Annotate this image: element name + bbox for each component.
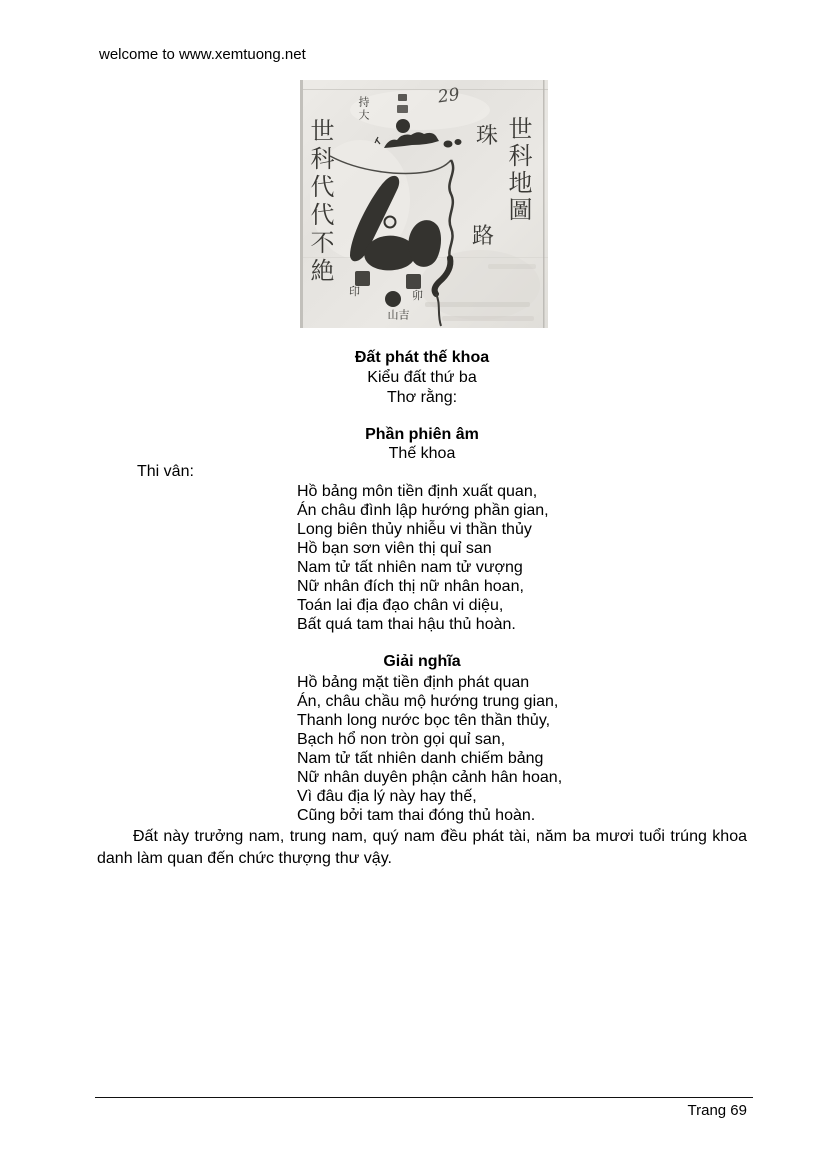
map-handwritten-number: 29 — [436, 84, 461, 108]
scan-right-edge — [543, 80, 545, 328]
map-seal-right-character: 卯 — [412, 289, 423, 302]
poem-line: Hồ bảng mặt tiền định phát quan — [297, 674, 530, 691]
geomancy-map-figure — [300, 80, 548, 328]
poem-line: Hồ bảng môn tiền định xuất quan, — [297, 483, 538, 500]
thi-van-label: Thi vân: — [137, 463, 194, 480]
giai-nghia-poem — [297, 673, 562, 825]
phien-am-title: Phần phiên âm — [365, 426, 479, 443]
poem-line: Nam tử tất nhiên danh chiếm bảng — [297, 750, 544, 767]
subtitle: Kiểu đất thứ ba — [367, 369, 477, 386]
grave-point-circle — [385, 217, 396, 228]
map-seal-left-character: 印 — [349, 285, 360, 298]
phien-am-heading-block — [97, 425, 747, 463]
poem-line: Thanh long nước bọc tên thần thủy, — [297, 712, 551, 729]
page-number: Trang 69 — [687, 1102, 747, 1119]
poem-line: Cũng bởi tam thai đóng thủ hoàn. — [297, 807, 536, 824]
poem-line: Nam tử tất nhiên nam tử vượng — [297, 559, 523, 576]
poem-line: Vì đâu địa lý này hay thế, — [297, 788, 477, 805]
poem-intro: Thơ rằng: — [386, 389, 458, 406]
map-top-left-label: 持大 — [357, 96, 370, 122]
site-welcome-text: welcome to www.xemtuong.net — [99, 46, 306, 63]
map-road-character: 路 — [472, 224, 495, 249]
phien-am-poem — [297, 482, 549, 634]
main-title: Đất phát thế khoa — [354, 349, 490, 366]
poem-line: Hồ bạn sơn viên thị quỉ san — [297, 540, 492, 557]
closing-paragraph: Đất này trưởng nam, trung nam, quý nam đều phát tài, năm ba mươi tuổi trúng khoa danh làm quan đến chức thượng thư vậy. — [97, 828, 747, 867]
map-pearl-character: 珠 — [476, 124, 499, 149]
giai-nghia-title: Giải nghĩa — [383, 653, 461, 670]
upper-dot-mark — [396, 119, 410, 133]
poem-line: Nữ nhân duyên phận cảnh hân hoan, — [297, 769, 563, 786]
map-seal-bottom-characters: 吉山 — [386, 309, 410, 321]
poem-line: Long biên thủy nhiễu vi thần thủy — [297, 521, 532, 538]
map-left-caption: 世科代代不絶 — [306, 118, 334, 286]
poem-line: Bạch hổ non tròn gọi quỉ san, — [297, 731, 506, 748]
heading-block — [97, 348, 747, 408]
scan-left-edge — [300, 80, 303, 328]
poem-line: Nữ nhân đích thị nữ nhân hoan, — [297, 578, 524, 595]
poem-line: Toán lai địa đạo chân vi diệu, — [297, 597, 504, 614]
poem-line: Bất quá tam thai hậu thủ hoàn. — [297, 616, 516, 633]
poem-line: Án châu đình lập hướng phần gian, — [297, 502, 549, 519]
phien-am-subtitle: Thế khoa — [388, 445, 456, 462]
footer-divider — [95, 1097, 753, 1098]
map-right-caption: 世科地圖 — [504, 116, 532, 224]
poem-line: Án, châu chầu mộ hướng trung gian, — [297, 693, 559, 710]
